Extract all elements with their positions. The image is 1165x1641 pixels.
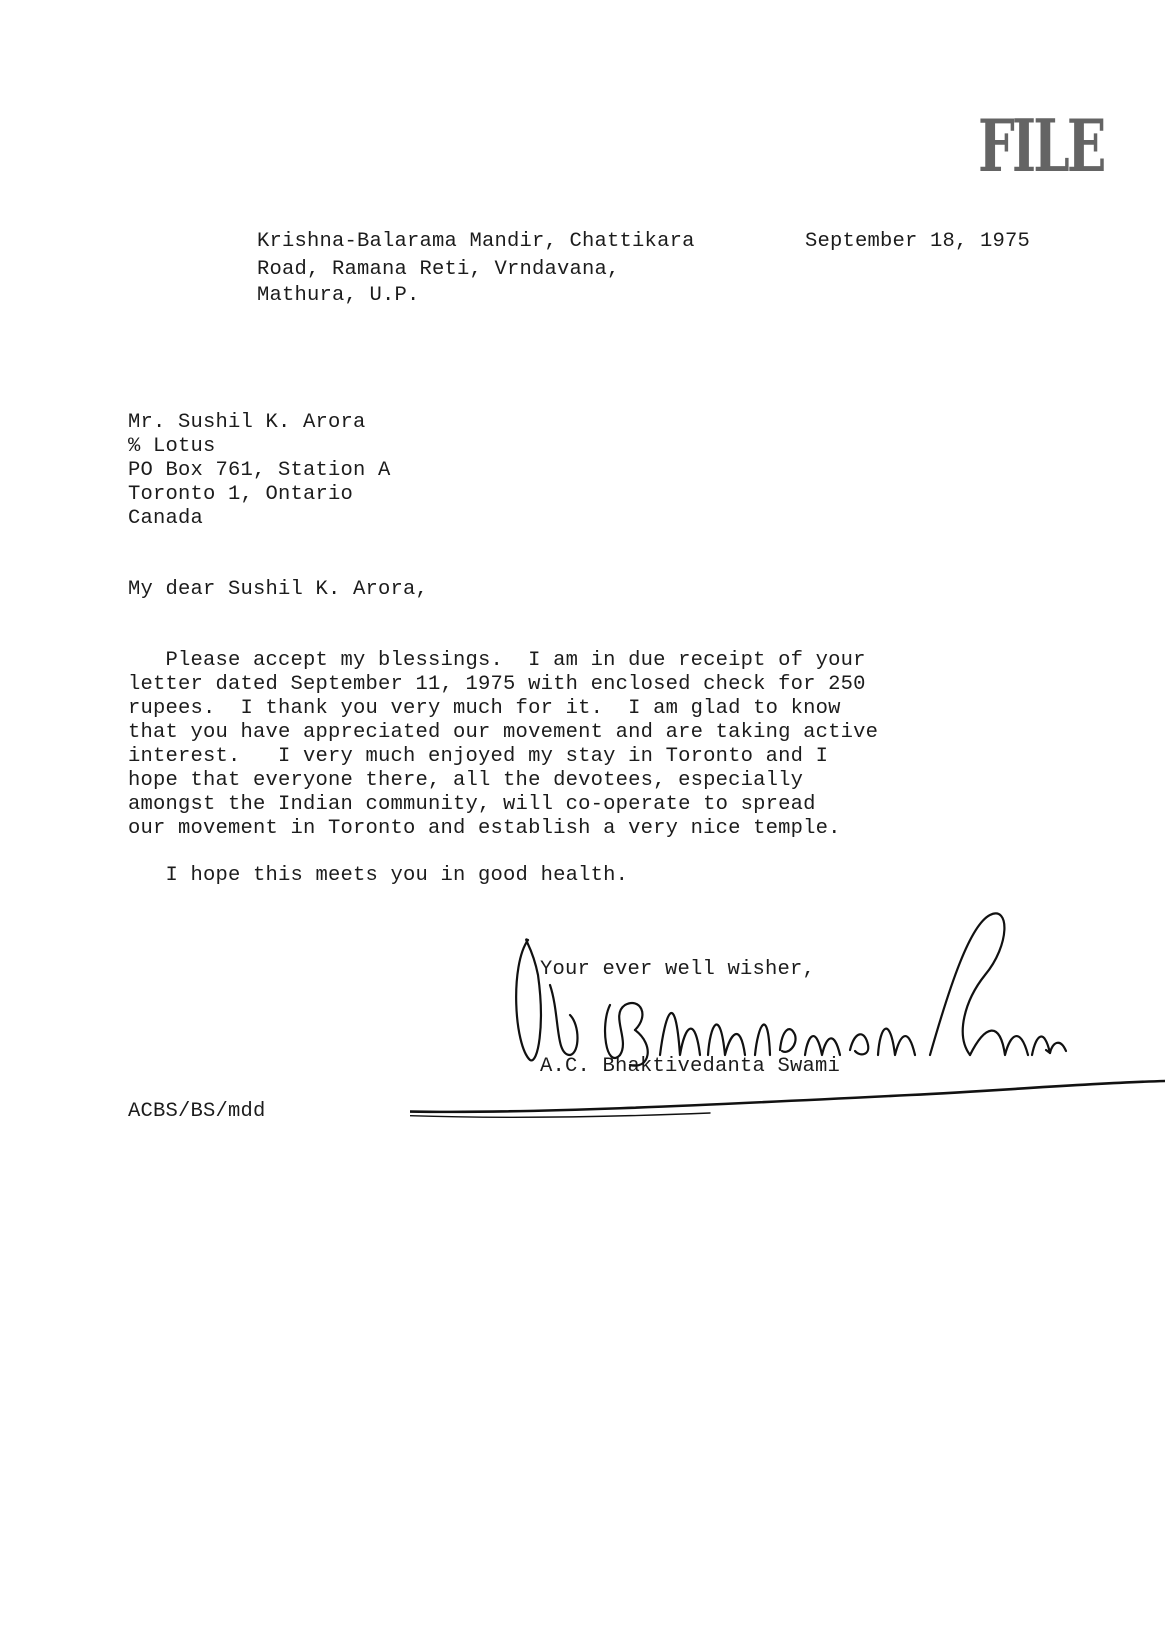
- body-line-4: that you have appreciated our movement and are taking active: [128, 721, 879, 744]
- body-line-7: amongst the Indian community, will co-operate to spread: [128, 793, 816, 816]
- signatory-name: A.C. Bhaktivedanta Swami: [540, 1055, 841, 1078]
- body-line-5: interest. I very much enjoyed my stay in Toronto and I: [128, 745, 829, 768]
- sender-address-line-1: Krishna-Balarama Mandir, Chattikara: [257, 230, 695, 253]
- recipient-line-4: Toronto 1, Ontario: [128, 483, 354, 506]
- recipient-line-2: % Lotus: [128, 435, 216, 458]
- recipient-line-1: Mr. Sushil K. Arora: [128, 411, 366, 434]
- salutation: My dear Sushil K. Arora,: [128, 578, 429, 601]
- body-line-1: Please accept my blessings. I am in due receipt of your: [128, 649, 866, 672]
- body-line-6: hope that everyone there, all the devotees, especially: [128, 769, 804, 792]
- file-stamp: FILE: [978, 103, 1104, 188]
- reference-initials: ACBS/BS/mdd: [128, 1100, 266, 1123]
- sender-address-line-3: Mathura, U.P.: [257, 284, 420, 307]
- letter-date: September 18, 1975: [805, 230, 1031, 253]
- body-line-2: letter dated September 11, 1975 with enclosed check for 250: [128, 673, 866, 696]
- recipient-line-5: Canada: [128, 507, 204, 530]
- body-paragraph-2: I hope this meets you in good health.: [128, 864, 629, 887]
- body-line-8: our movement in Toronto and establish a very nice temple.: [128, 817, 841, 840]
- body-line-3: rupees. I thank you very much for it. I am glad to know: [128, 697, 841, 720]
- handwritten-signature: [410, 905, 1165, 1165]
- closing: Your ever well wisher,: [540, 958, 816, 981]
- recipient-line-3: PO Box 761, Station A: [128, 459, 391, 482]
- signature-area: [410, 905, 1165, 1165]
- sender-address-line-2: Road, Ramana Reti, Vrndavana,: [257, 258, 620, 281]
